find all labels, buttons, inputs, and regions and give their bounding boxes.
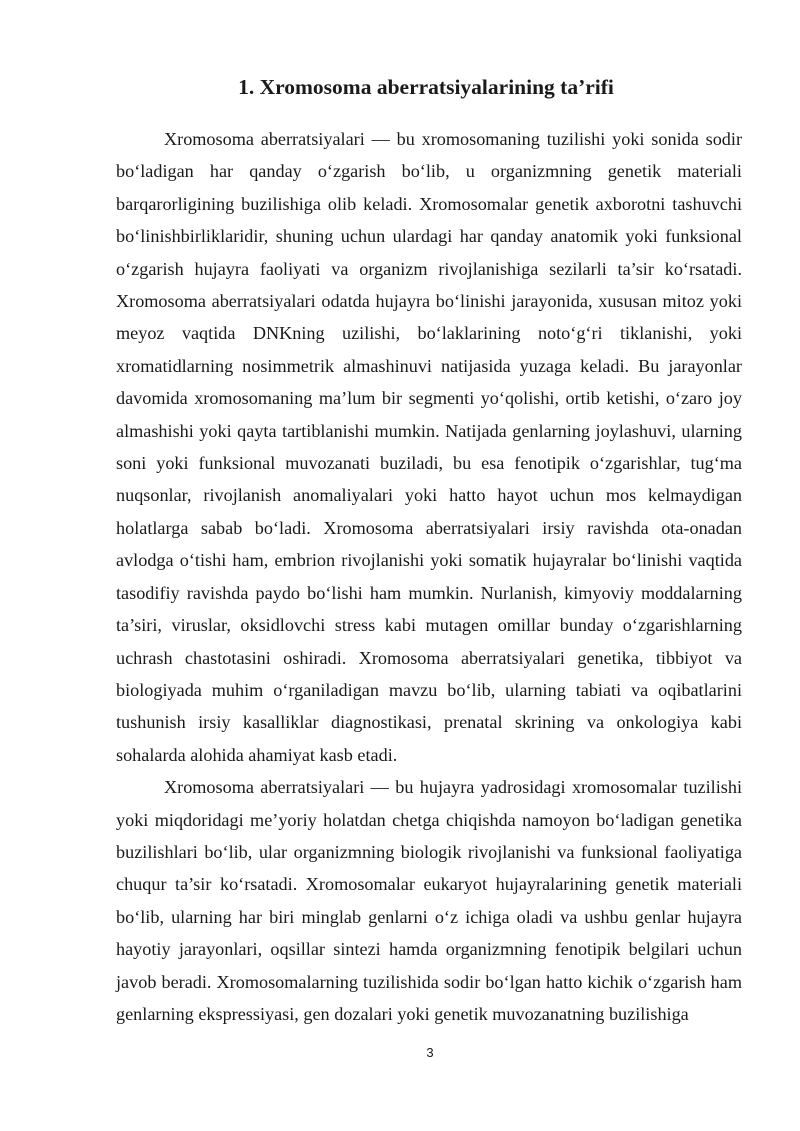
page-number: 3 bbox=[426, 1045, 434, 1060]
section-heading: 1. Xromosoma aberratsiyalarining ta’rifi bbox=[238, 75, 614, 99]
body-text bbox=[116, 123, 742, 1030]
paragraph-definition: Xromosoma aberratsiyalari — bu xromosomaning tuzilishi yoki sonida sodir bo‘ladigan har qanday o‘zgarish bo‘lib, u organizmning genetik materiali barqarorligining buzilishiga olib keladi. Xromosomalar genetik axborotni tashuvchi bo‘linishbirliklaridir, shuning uchun ulardagi har qanday anatomik yoki funksional o‘zgarish hujayra faoliyati va organizm rivojlanishiga sezilarli ta’sir ko‘rsatadi. Xromosoma aberratsiyalari odatda hujayra bo‘linishi jarayonida, xususan mitoz yoki meyoz vaqtida DNKning uzilishi, bo‘laklarining noto‘g‘ri tiklanishi, yoki xromatidlarning nosimmetrik almashinuvi natijasida yuzaga keladi. Bu jarayonlar davomida xromosomaning ma’lum bir segmenti yo‘qolishi, ortib ketishi, o‘zaro joy almashishi yoki qayta tartiblanishi mumkin. Natijada genlarning joylashuvi, ularning soni yoki funksional muvozanati buziladi, bu esa fenotipik o‘zgarishlar, tug‘ma nuqsonlar, rivojlanish anomaliyalari yoki hatto hayot uchun mos kelmaydigan holatlarga sabab bo‘ladi. Xromosoma aberratsiyalari irsiy ravishda ota-onadan avlodga o‘tishi ham, embrion rivojlanishi yoki somatik hujayralar bo‘linishi vaqtida tasodifiy ravishda paydo bo‘lishi ham mumkin. Nurlanish, kimyoviy moddalarning ta’siri, viruslar, oksidlovchi stress kabi mutagen omillar bunday o‘zgarishlarning uchrash chastotasini oshiradi. Xromosoma aberratsiyalari genetika, tibbiyot va biologiyada muhim o‘rganiladigan mavzu bo‘lib, ularning tabiati va oqibatlarini tushunish irsiy kasalliklar diagnostikasi, prenatal skrining va onkologiya kabi sohalarda alohida ahamiyat kasb etadi. bbox=[116, 129, 742, 765]
paragraph-chromosome-structure: Xromosoma aberratsiyalari — bu hujayra yadrosidagi xromosomalar tuzilishi yoki miqdoridagi me’yoriy holatdan chetga chiqishda namoyon bo‘ladigan genetika buzilishlari bo‘lib, ular organizmning biologik rivojlanishi va funksional faoliyatiga chuqur ta’sir ko‘rsatadi. Xromosomalar eukaryot hujayralarining genetik materiali bo‘lib, ularning har biri minglab genlarni o‘z ichiga oladi va ushbu genlar hujayra hayotiy jarayonlari, oqsillar sintezi hamda organizmning fenotipik belgilari uchun javob beradi. Xromosomalarning tuzilishida sodir bo‘lgan hatto kichik o‘zgarish ham genlarning ekspressiyasi, gen dozalari yoki genetik muvozanatning buzilishiga bbox=[116, 777, 742, 1024]
